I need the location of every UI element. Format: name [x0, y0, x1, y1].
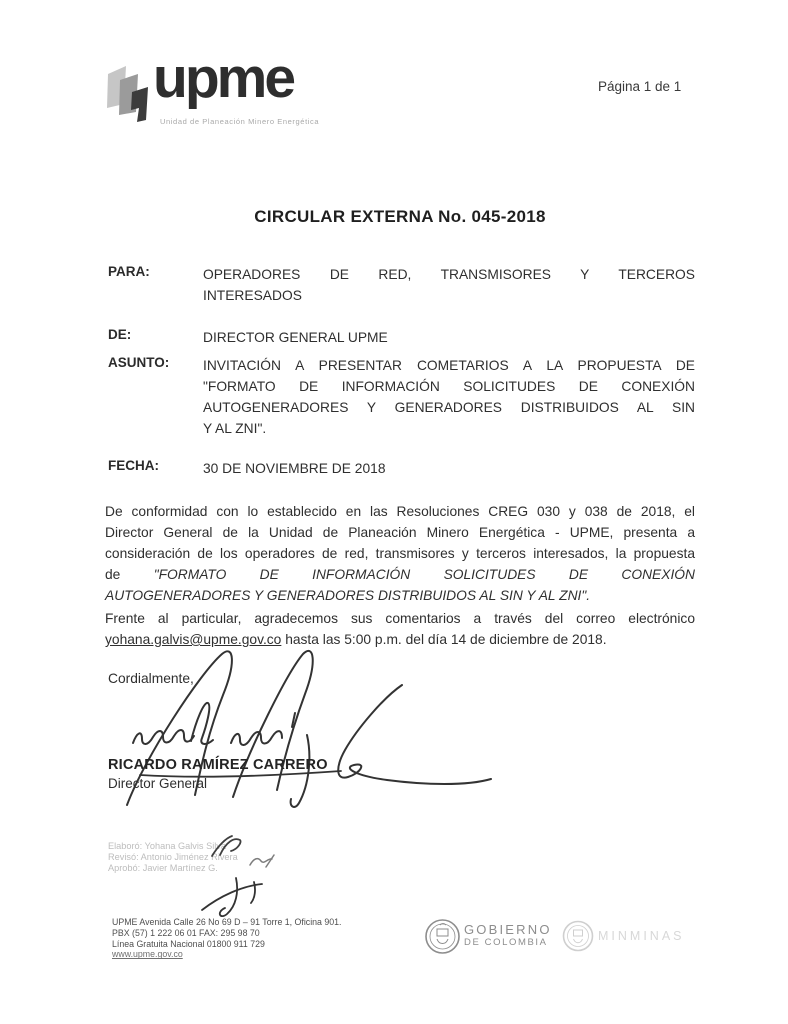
quoted-format-title: "FORMATO DE INFORMACIÓN SOLICITUDES DE CONEXIÓN — [153, 567, 695, 582]
upme-logo-icon — [106, 64, 158, 124]
footer-address-line: UPME Avenida Calle 26 No 69 D – 91 Torre 1, Oficina 901. — [112, 917, 342, 927]
initials-handwriting-aprobo — [196, 874, 266, 920]
body-line: De conformidad con lo establecido en las Resoluciones CREG 030 y 038 de 2018, el — [105, 504, 695, 519]
field-value-line: AUTOGENERADORES Y GENERADORES DISTRIBUIDOS AL SIN — [203, 400, 695, 415]
signer-name: RICARDO RAMÍREZ CARRERO — [108, 757, 328, 773]
field-value-line: Y AL ZNI". — [203, 421, 267, 436]
initials-handwriting-elaboro — [208, 834, 244, 860]
body-text: hasta las 5:00 p.m. del día 14 de diciembre de 2018. — [281, 632, 607, 647]
field-value-line: "FORMATO DE INFORMACIÓN SOLICITUDES DE CONEXIÓN — [203, 379, 695, 394]
approval-line-aprobo: Aprobó: Javier Martínez G. — [108, 863, 218, 873]
body-paragraph-1 — [105, 501, 695, 606]
email-text: yohana.galvis@upme.gov.co — [105, 632, 282, 647]
field-value-asunto — [203, 355, 695, 439]
field-label-de: DE: — [108, 327, 132, 342]
body-line: consideración de los operadores de red, transmisores y terceros interesados, la propuesta — [105, 546, 695, 561]
approval-line-elaboro: Elaboró: Yohana Galvis Silva — [108, 841, 226, 851]
footer-address-line: PBX (57) 1 222 06 01 FAX: 295 98 70 — [112, 927, 260, 938]
body-line: Director General de la Unidad de Planeación Minero Energética - UPME, presenta a — [105, 525, 695, 540]
minminas-label: MINMINAS — [598, 929, 685, 943]
upme-logo-wordmark: upme — [153, 46, 294, 110]
field-value-fecha: 30 DE NOVIEMBRE DE 2018 — [203, 461, 386, 476]
closing-salutation: Cordialmente, — [108, 671, 194, 686]
body-paragraph-2 — [105, 608, 695, 650]
field-label-asunto: ASUNTO: — [108, 355, 170, 370]
body-word: de — [105, 567, 121, 582]
gobierno-colombia-label-line1: GOBIERNO — [464, 922, 552, 937]
gobierno-colombia-emblem-icon — [424, 918, 461, 955]
field-value-para — [203, 264, 695, 306]
field-value-de: DIRECTOR GENERAL UPME — [203, 330, 388, 345]
page-indicator: Página 1 de 1 — [598, 79, 682, 94]
body-line: Frente al particular, agradecemos sus comentarios a través del correo electrónico — [105, 611, 695, 626]
field-label-para: PARA: — [108, 264, 150, 279]
footer-address-line: Línea Gratuita Nacional 01800 911 729 — [112, 938, 265, 949]
field-label-fecha: FECHA: — [108, 458, 159, 473]
document-title: CIRCULAR EXTERNA No. 045-2018 — [254, 207, 546, 226]
quoted-format-title: AUTOGENERADORES Y GENERADORES DISTRIBUIDOS AL SIN Y AL ZNI". — [105, 588, 591, 603]
field-value-line: OPERADORES DE RED, TRANSMISORES Y TERCEROS — [203, 267, 695, 282]
field-value-line: INTERESADOS — [203, 288, 302, 303]
field-value-line: INVITACIÓN A PRESENTAR COMETARIOS A LA PROPUESTA DE — [203, 358, 695, 373]
gobierno-colombia-label-line2: DE COLOMBIA — [464, 937, 548, 948]
footer-website: www.upme.gov.co — [112, 949, 183, 960]
footer-address-block — [112, 917, 342, 960]
body-line — [105, 564, 695, 585]
minminas-emblem-icon — [562, 920, 594, 952]
initials-handwriting-reviso — [248, 852, 278, 870]
upme-logo-tagline: Unidad de Planeación Minero Energética — [160, 117, 320, 126]
approval-line-reviso: Revisó: Antonio Jiménez Rivera — [108, 852, 238, 862]
signature-handwriting — [95, 645, 505, 825]
signer-title: Director General — [108, 776, 208, 791]
